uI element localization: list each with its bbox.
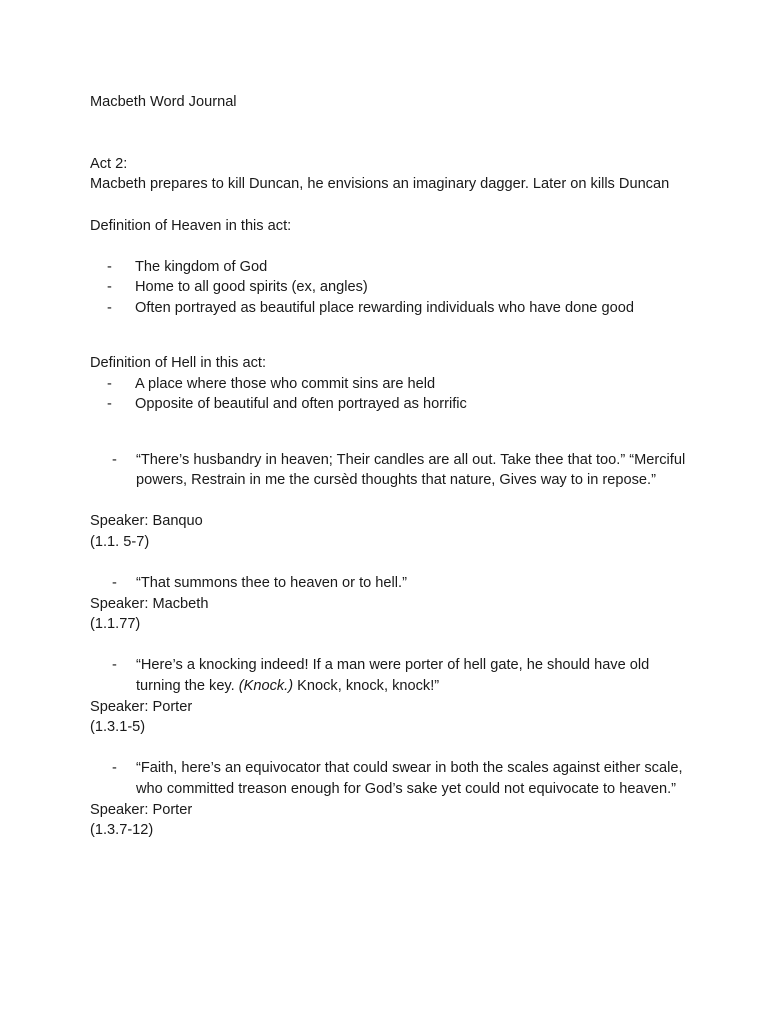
quote-list (90, 573, 690, 594)
list-item (90, 298, 690, 319)
quote-speaker: Speaker: Banquo (90, 513, 203, 530)
quote-text: “Faith, here’s an equivocator that could swear in both the scales against either scale, who committed treason enough for God’s sake yet could not equivocate to heaven.” (136, 760, 683, 797)
quote-text: “There’s husbandry in heaven; Their candles are all out. Take thee that too.” “Merciful powers, Restrain in me the cursèd thoughts that nature, Gives way to in repose.” (136, 451, 686, 489)
dash-bullet: - (107, 299, 112, 316)
spacer (90, 491, 690, 512)
dash-bullet: - (107, 375, 112, 392)
dash-bullet: - (112, 760, 117, 777)
quote-speaker: Speaker: Porter (90, 801, 193, 818)
spacer (90, 436, 690, 450)
list-item (90, 394, 690, 415)
act-heading: Act 2: (90, 155, 128, 172)
quote-citation: (1.3.7-12) (90, 822, 154, 839)
quote-text-part: “Here’s a knocking indeed! If a man were porter of hell gate, he should have old turning the key. (136, 657, 650, 695)
quote-list (90, 758, 690, 799)
quote-citation: (1.1.77) (90, 616, 141, 633)
hell-heading: Definition of Hell in this act: (90, 355, 267, 372)
dash-bullet: - (112, 451, 117, 468)
list-item-text: Home to all good spirits (ex, angles) (135, 279, 368, 296)
spacer (90, 113, 690, 134)
list-item (90, 257, 690, 278)
hell-list (90, 374, 690, 415)
quote-citation: (1.1. 5-7) (90, 533, 150, 550)
dash-bullet: - (107, 279, 112, 296)
list-item (90, 374, 690, 395)
spacer (90, 738, 690, 759)
spacer (90, 319, 690, 340)
stage-direction: (Knock.) (238, 678, 294, 695)
dash-bullet: - (112, 575, 117, 592)
heaven-list (90, 257, 690, 319)
list-item-text: A place where those who commit sins are held (135, 375, 436, 392)
list-item-text: The kingdom of God (135, 258, 268, 275)
quote-speaker: Speaker: Macbeth (90, 595, 209, 612)
quote-speaker: Speaker: Porter (90, 698, 193, 715)
spacer (90, 552, 690, 573)
quote-item (90, 758, 690, 799)
spacer (90, 635, 690, 656)
quote-list (90, 655, 690, 696)
spacer (90, 339, 690, 353)
quote-citation: (1.3.1-5) (90, 719, 146, 736)
list-item-text: Opposite of beautiful and often portrayed as horrific (135, 396, 467, 413)
document-title: Macbeth Word Journal (90, 94, 237, 110)
dash-bullet: - (112, 657, 117, 674)
quote-item (90, 573, 690, 594)
heaven-heading: Definition of Heaven in this act: (90, 217, 292, 234)
spacer (90, 236, 690, 257)
spacer (90, 415, 690, 436)
spacer (90, 133, 690, 154)
dash-bullet: - (107, 258, 112, 275)
dash-bullet: - (107, 396, 112, 413)
quote-text (136, 655, 690, 696)
document-page (90, 92, 690, 841)
quote-item (90, 450, 690, 491)
list-item-text: Often portrayed as beautiful place rewarding individuals who have done good (135, 299, 634, 316)
quote-text-part: Knock, knock, knock!” (293, 678, 440, 695)
spacer (90, 195, 690, 216)
quote-list (90, 450, 690, 491)
quote-item (90, 655, 690, 696)
quote-text: “That summons thee to heaven or to hell.” (136, 575, 407, 592)
list-item (90, 277, 690, 298)
act-summary: Macbeth prepares to kill Duncan, he envisions an imaginary dagger. Later on kills Duncan (90, 176, 670, 193)
